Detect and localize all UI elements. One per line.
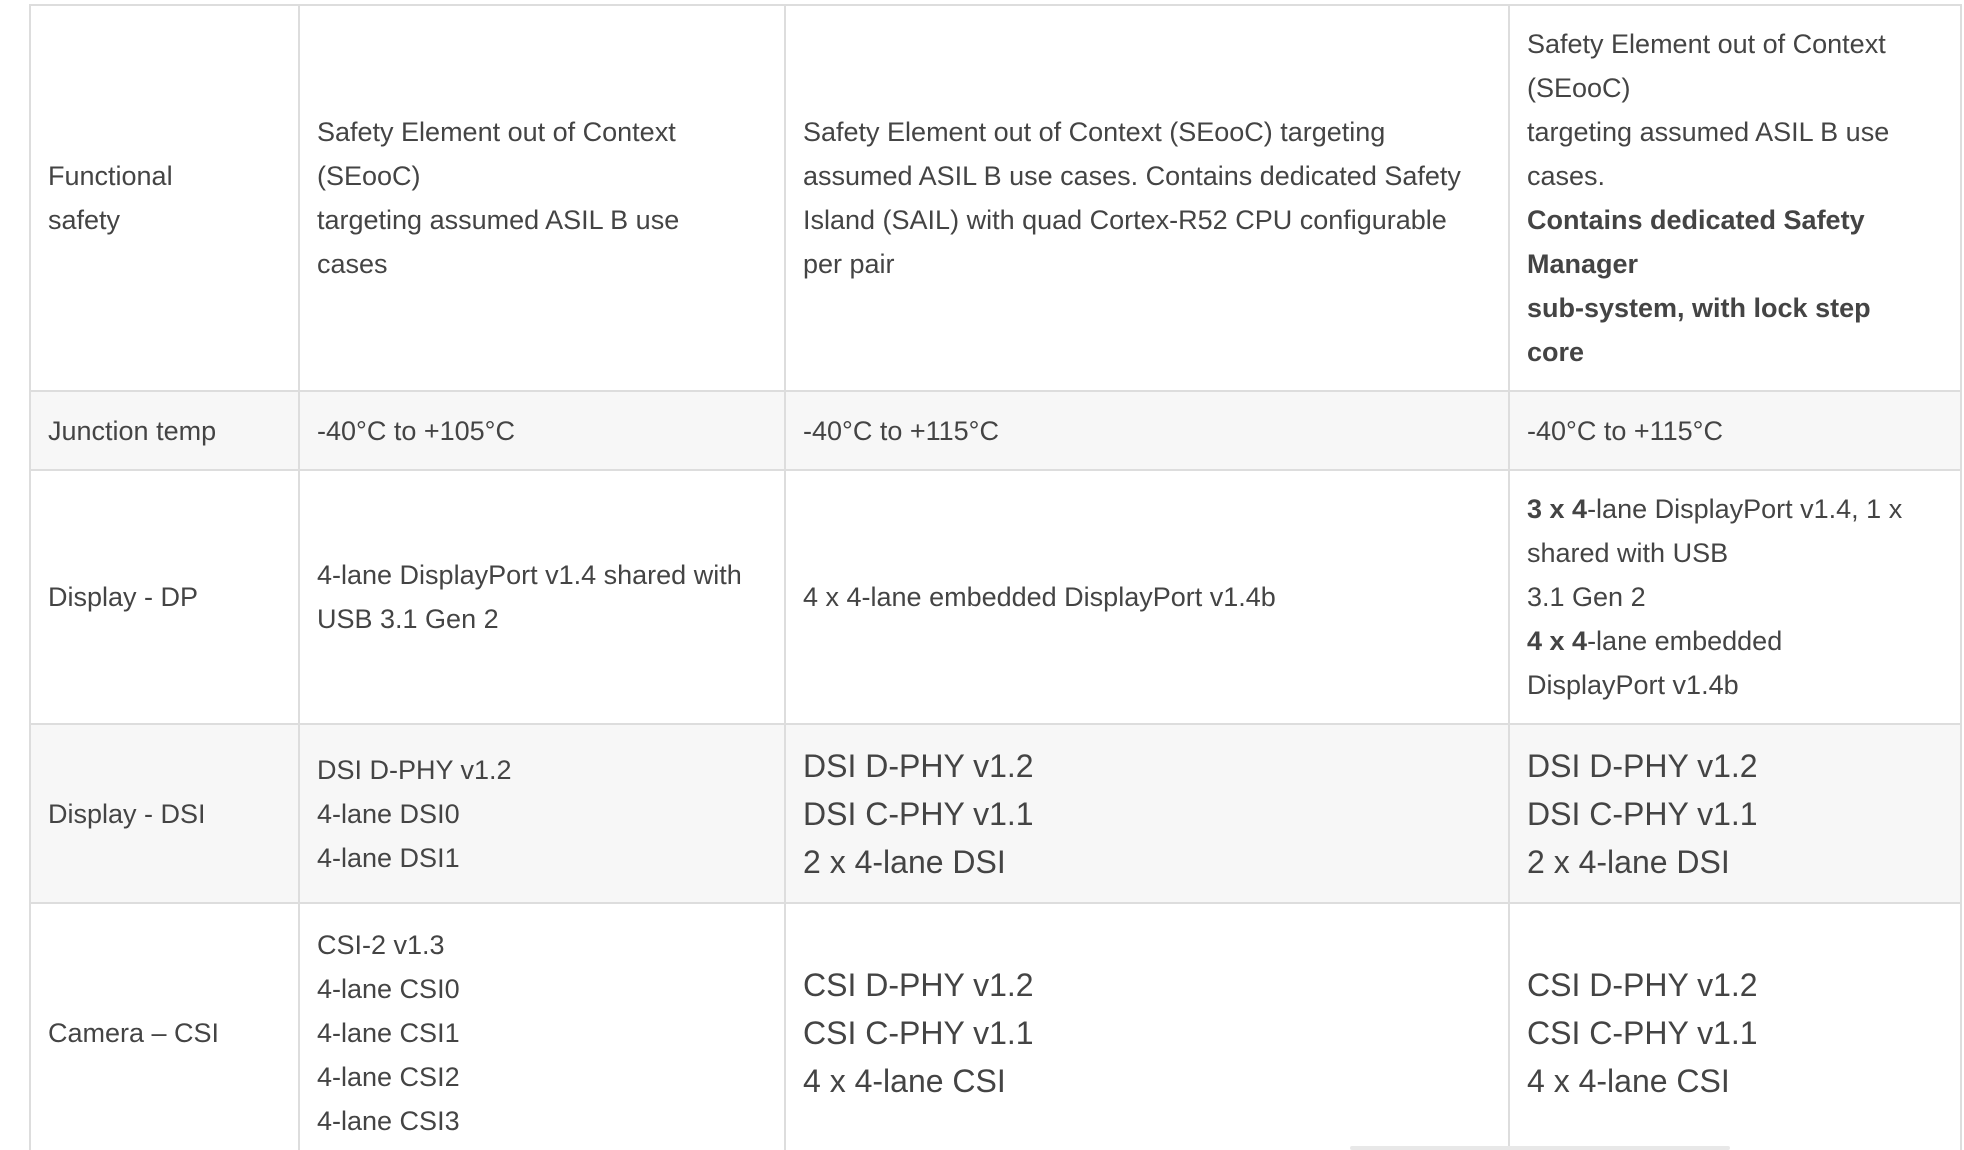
table-row-display-dp: [30, 470, 1961, 724]
table-cell: -40°C to +115°C: [1509, 391, 1961, 470]
table-cell: CSI-2 v1.3 4-lane CSI0 4-lane CSI1 4-lane CSI2 4-lane CSI3: [299, 903, 785, 1150]
row-label: Display - DSI: [30, 724, 299, 903]
table-cell: DSI D-PHY v1.2 DSI C-PHY v1.1 2 x 4-lane DSI: [1509, 724, 1961, 903]
table-cell: 3 x 4-lane DisplayPort v1.4, 1 x shared with USB 3.1 Gen 2 4 x 4-lane embedded DisplayPort v1.4b: [1509, 470, 1961, 724]
table-row-functional-safety: [30, 5, 1961, 391]
table-row-junction-temp: [30, 391, 1961, 470]
row-label: Camera – CSI: [30, 903, 299, 1150]
table-cell: CSI D-PHY v1.2 CSI C-PHY v1.1 4 x 4-lane CSI: [785, 903, 1509, 1150]
table-cell: DSI D-PHY v1.2 4-lane DSI0 4-lane DSI1: [299, 724, 785, 903]
row-label: Junction temp: [30, 391, 299, 470]
table-cell: 4-lane DisplayPort v1.4 shared with USB 3.1 Gen 2: [299, 470, 785, 724]
table-row-camera-csi: [30, 903, 1961, 1150]
table-cell: DSI D-PHY v1.2 DSI C-PHY v1.1 2 x 4-lane DSI: [785, 724, 1509, 903]
table-cell: 4 x 4-lane embedded DisplayPort v1.4b: [785, 470, 1509, 724]
row-label: Display - DP: [30, 470, 299, 724]
horizontal-scrollbar[interactable]: [1350, 1146, 1730, 1150]
table-cell: -40°C to +105°C: [299, 391, 785, 470]
row-label: Functional safety: [30, 5, 299, 391]
table-cell: Safety Element out of Context (SEooC) targeting assumed ASIL B use cases. Contains dedicated Safety Island (SAIL) with quad Cortex-R52 CPU configurable per pair: [785, 5, 1509, 391]
table-cell: Safety Element out of Context (SEooC) targeting assumed ASIL B use cases. Contains dedicated Safety Manager sub-system, with lock step core: [1509, 5, 1961, 391]
table-cell: -40°C to +115°C: [785, 391, 1509, 470]
spec-comparison-table: [29, 4, 1962, 1150]
table-cell: CSI D-PHY v1.2 CSI C-PHY v1.1 4 x 4-lane CSI: [1509, 903, 1961, 1150]
table-cell: Safety Element out of Context (SEooC) targeting assumed ASIL B use cases: [299, 5, 785, 391]
table-row-display-dsi: [30, 724, 1961, 903]
